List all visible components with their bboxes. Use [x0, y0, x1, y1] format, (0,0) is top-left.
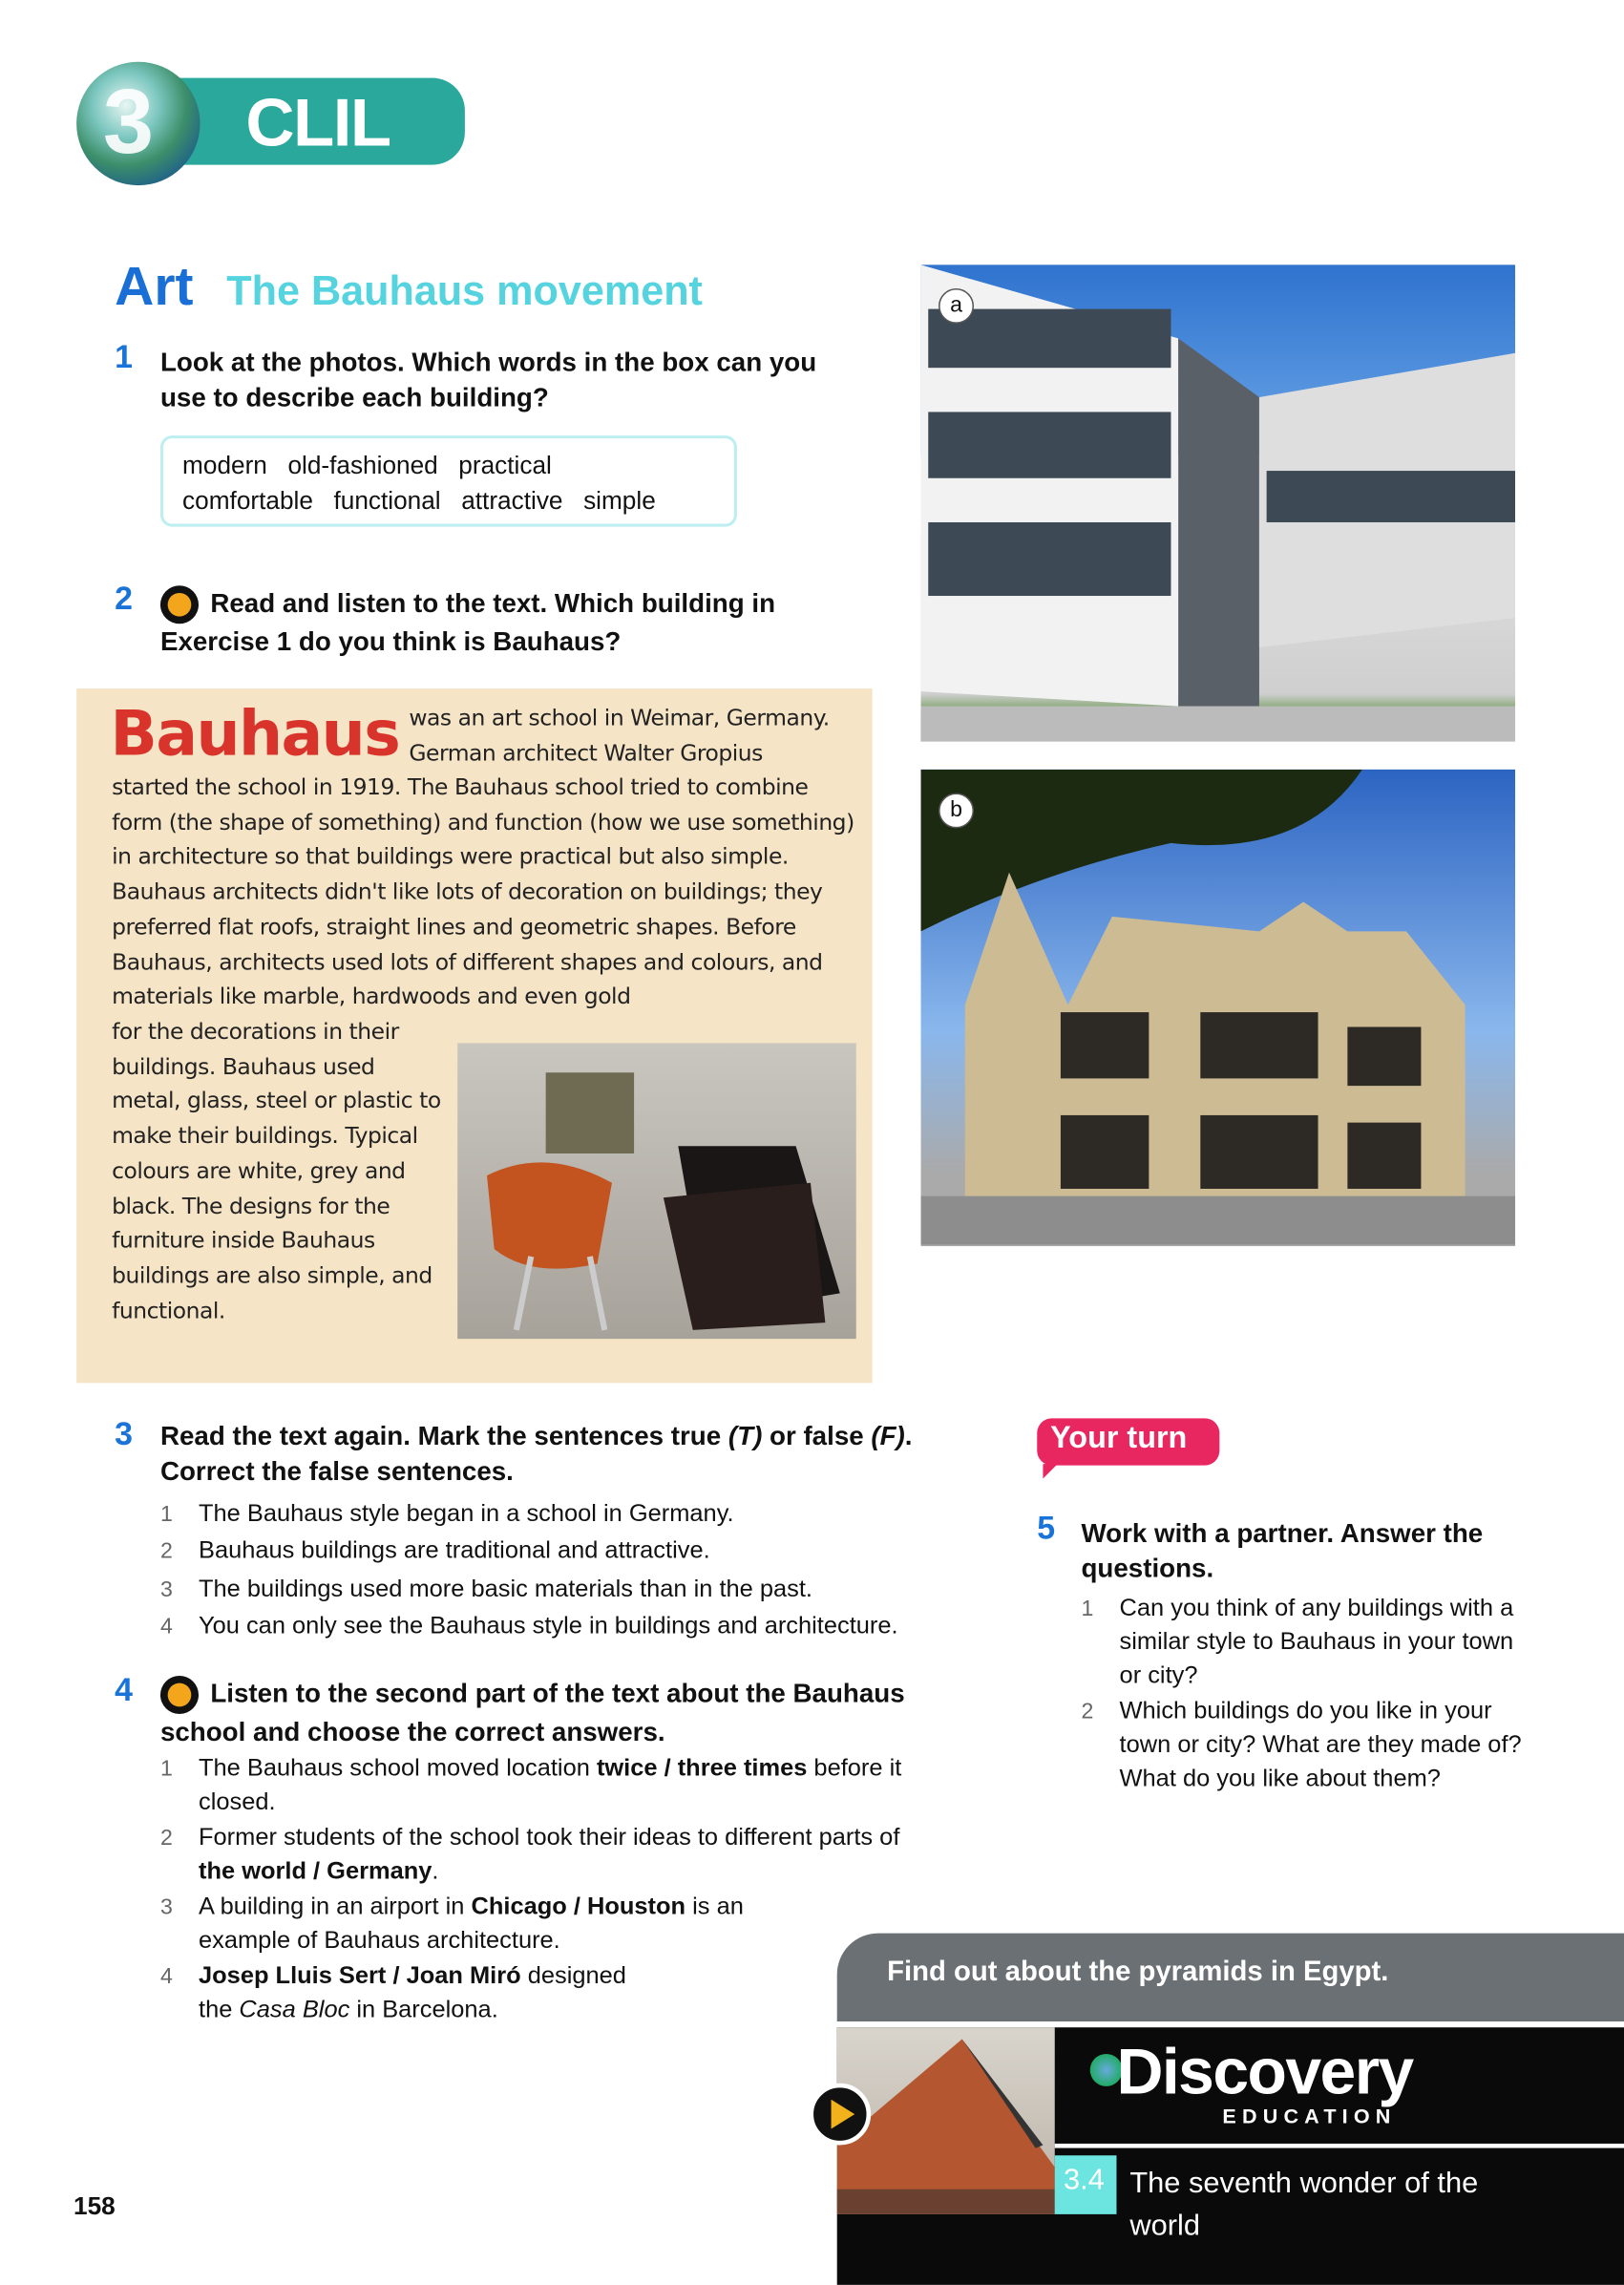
- word: modern: [182, 452, 267, 480]
- page-number: 158: [74, 2191, 116, 2221]
- exercise-5-list: [1081, 1592, 1522, 1796]
- bauhaus-chairs-photo: [457, 1043, 856, 1339]
- photo-b-victorian-building: [921, 770, 1515, 1246]
- list-item: 2 Bauhaus buildings are traditional and attractive.: [159, 1537, 710, 1565]
- video-title[interactable]: The seventh wonder of the world: [1129, 2167, 1479, 2243]
- exercise-3-list: [160, 1496, 962, 1645]
- list-item: 3 A building in an airport in Chicago / Houston is an example of Bauhaus architecture.: [159, 1894, 744, 1955]
- exercise-4-list: [160, 1752, 940, 2027]
- play-icon: [813, 2087, 866, 2140]
- exercise-number: 1: [115, 338, 134, 375]
- list-item: 1 The Bauhaus style began in a school in Germany.: [159, 1500, 734, 1528]
- list-item: 1 The Bauhaus school moved location twice / three times before it closed.: [159, 1755, 902, 1816]
- topic-title: The Bauhaus movement: [226, 267, 703, 314]
- list-item: 4 You can only see the Bauhaus style in buildings and architecture.: [159, 1612, 898, 1640]
- globe-icon: [76, 62, 200, 185]
- word: practical: [458, 452, 552, 480]
- answer-choice[interactable]: twice / three times: [596, 1755, 808, 1782]
- photo-label: a: [939, 288, 974, 324]
- answer-choice[interactable]: Chicago / Houston: [471, 1894, 686, 1920]
- exercise-number: 3: [115, 1415, 134, 1452]
- discovery-logo-sub: EDUCATION: [1222, 2104, 1397, 2127]
- exercise-2-instruction: Read and listen to the text. Which building in Exercise 1 do you think is Bauhaus?: [159, 588, 776, 657]
- photo-label: b: [939, 793, 974, 828]
- word: attractive: [461, 487, 563, 516]
- reading-body-continued: for the decorations in their buildings. Bauhaus used metal, glass, steel or plastic to make their buildings. Typical colours are white, grey and black. The designs for the furniture inside Bauhaus buildings are also simple, and functional.: [112, 1018, 441, 1324]
- exercise-number: 2: [115, 580, 134, 617]
- exercise-5-instruction: Work with a partner. Answer the questions.: [1081, 1518, 1484, 1583]
- list-item: 2 Former students of the school took their ideas to different parts of the world / Germany.: [159, 1824, 900, 1885]
- list-item: 1 Can you think of any buildings with a similar style to Bauhaus in your town or city?: [1081, 1595, 1514, 1689]
- exercise-3-instruction: Read the text again. Mark the sentences true (T) or false (F). Correct the false sentences.: [159, 1421, 913, 1487]
- unit-number: 3: [102, 72, 154, 174]
- video-number: 3.4: [1055, 2155, 1117, 2214]
- section-title: CLIL: [245, 83, 390, 160]
- discovery-video-panel[interactable]: [837, 2027, 1624, 2285]
- photo-a-bauhaus-building: [921, 264, 1515, 741]
- word-box: [160, 435, 737, 527]
- discovery-prompt: Find out about the pyramids in Egypt.: [837, 1934, 1624, 2021]
- exercise-number: 5: [1037, 1509, 1056, 1547]
- play-button[interactable]: [809, 2084, 871, 2146]
- audio-speaker-icon[interactable]: [160, 586, 199, 624]
- subject-title: Art: [115, 256, 194, 317]
- word: old-fashioned: [287, 452, 438, 480]
- word: comfortable: [182, 487, 313, 516]
- list-item: 3 The buildings used more basic materials than in the past.: [159, 1575, 813, 1602]
- word: simple: [583, 487, 656, 516]
- discovery-logo: Discovery: [1116, 2036, 1413, 2108]
- audio-speaker-icon[interactable]: [160, 1676, 199, 1714]
- word: functional: [333, 487, 441, 516]
- reading-title: Bauhaus: [110, 697, 400, 770]
- exercise-4-instruction: Listen to the second part of the text about the Bauhaus school and choose the correct answers.: [159, 1679, 905, 1747]
- answer-choice[interactable]: the world / Germany: [199, 1858, 432, 1885]
- list-item: 2 Which buildings do you like in your town or city? What are they made of? What do you like about them?: [1081, 1698, 1522, 1792]
- your-turn-badge: Your turn: [1037, 1418, 1219, 1465]
- list-item: 4 Josep Lluis Sert / Joan Miró designed the Casa Bloc in Barcelona.: [159, 1962, 626, 2023]
- exercise-1-instruction: Look at the photos. Which words in the box can you use to describe each building?: [159, 347, 817, 413]
- reading-intro: was an art school in Weimar, Germany. German architect Walter Gropius: [409, 705, 830, 767]
- reading-body: started the school in 1919. The Bauhaus school tried to combine form (the shape of something) and function (how we use something) in architecture so that buildings were practical but also simple. Bauhaus architects didn't like lots of decoration on buildings; they preferred flat roofs, straight lines and geometric shapes. Before Bauhaus, architects used lots of different shapes and colours, and materials like marble, hardwoods and even gold: [112, 773, 854, 1010]
- exercise-number: 4: [115, 1671, 134, 1708]
- answer-choice[interactable]: Josep Lluis Sert / Joan Miró: [199, 1962, 521, 1990]
